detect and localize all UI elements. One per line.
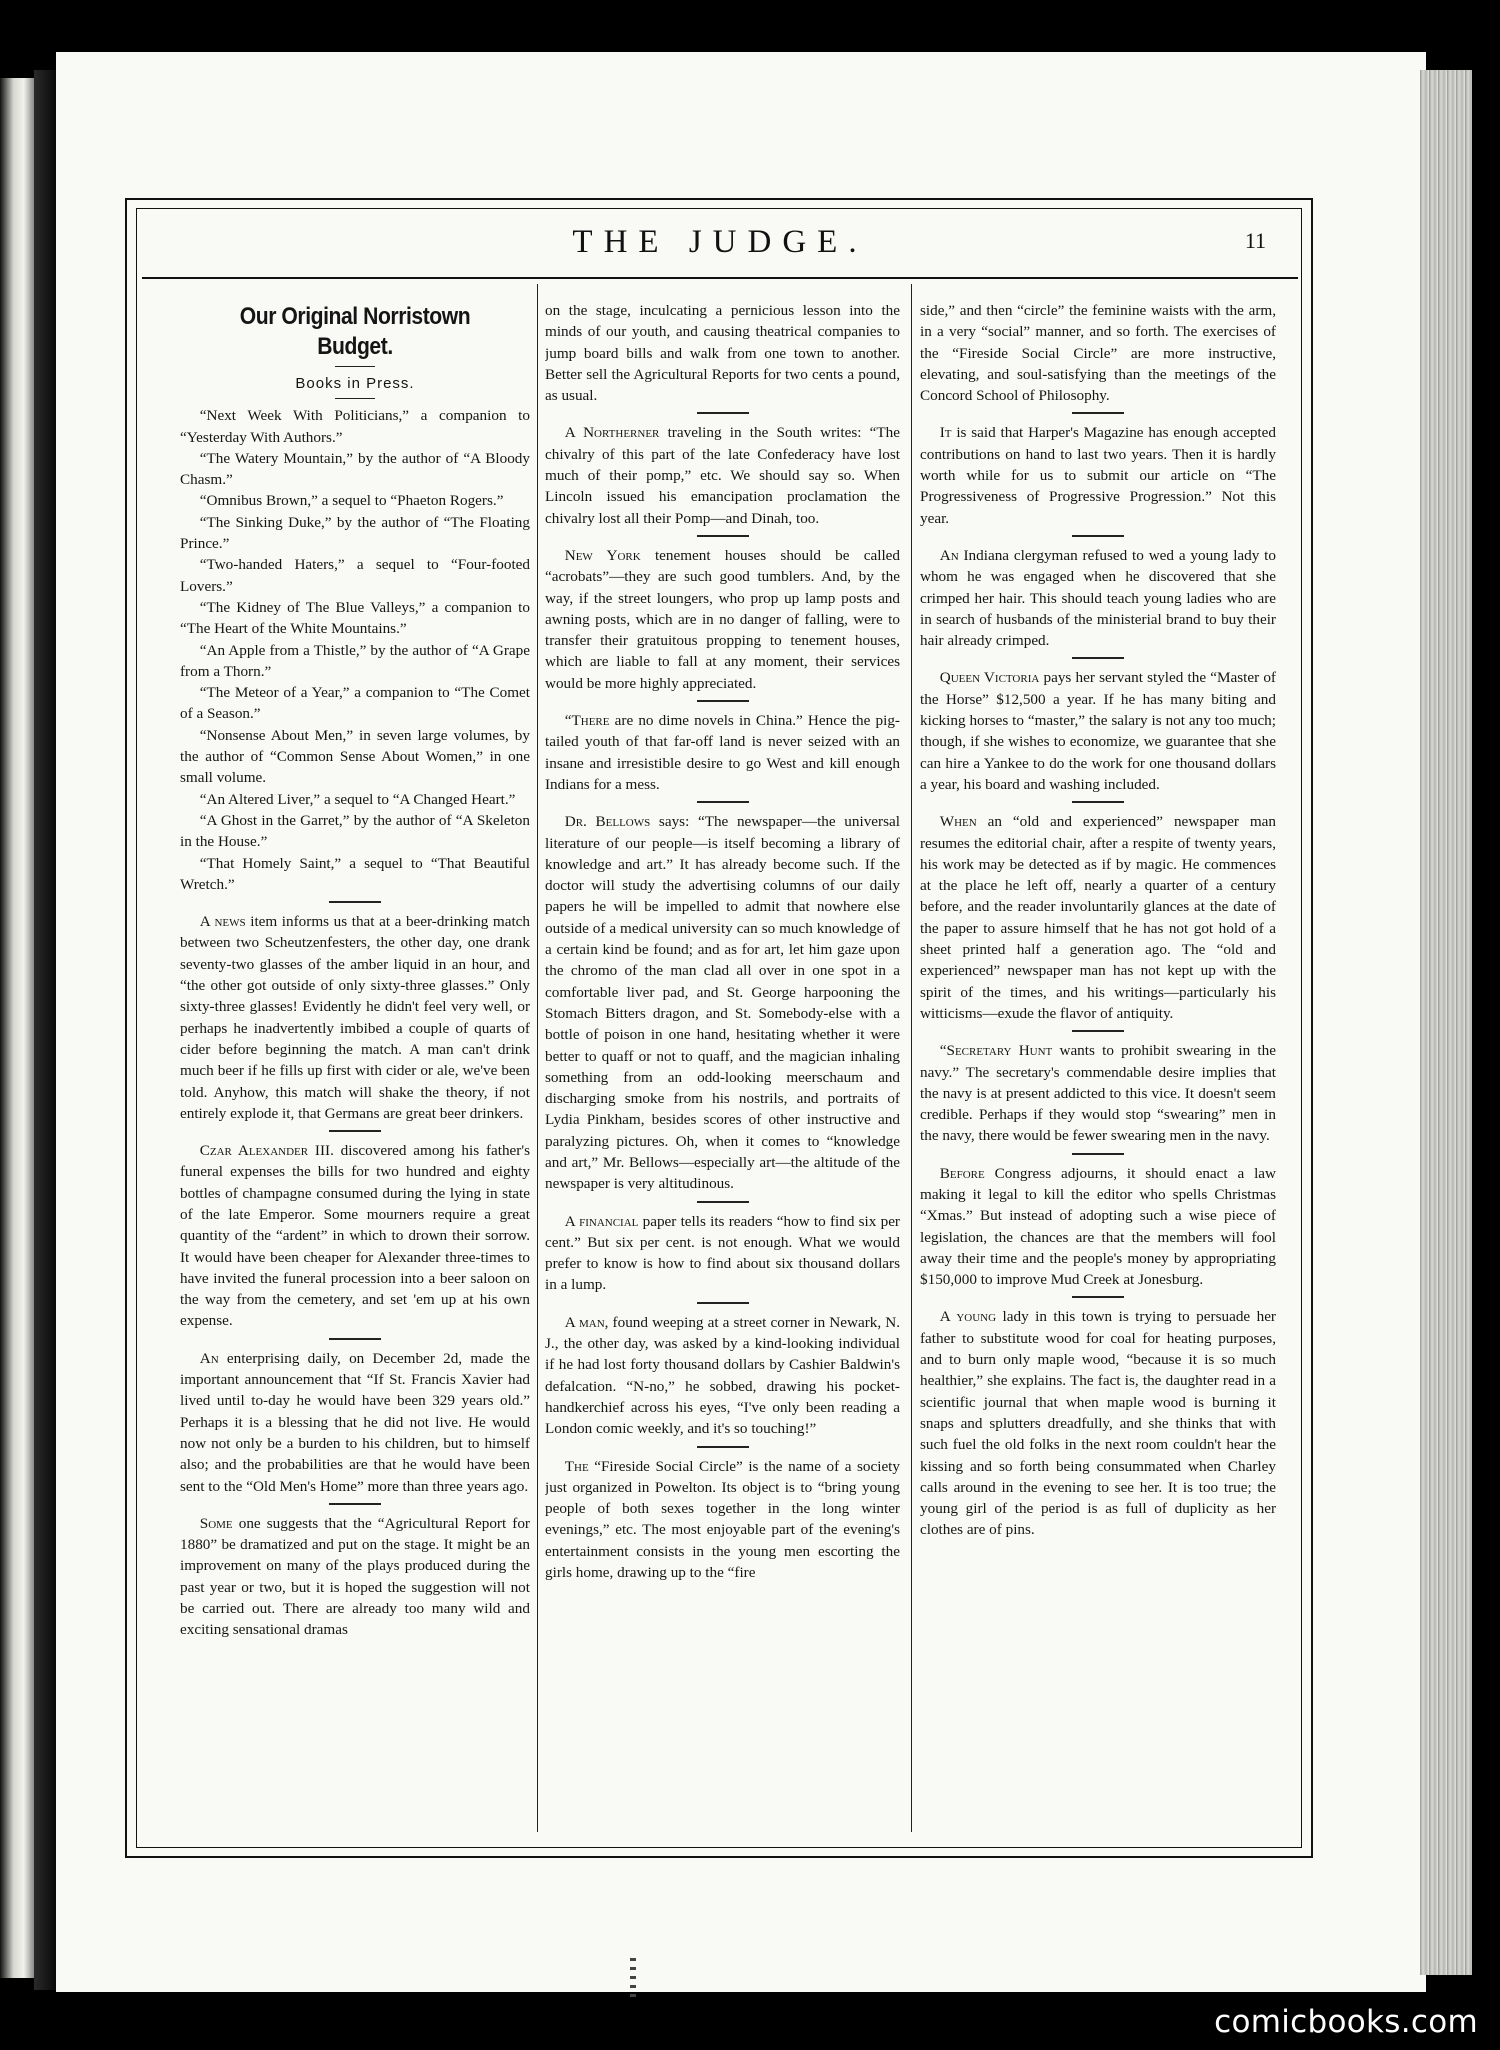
book-list-entry: “That Homely Saint,” a sequel to “That Beautiful Wretch.” — [180, 854, 530, 893]
article-rule — [329, 1338, 381, 1340]
heading-rule — [335, 366, 375, 367]
article-text: an “old and experienced” newspaper man resumes the editorial chair, after a respite of twenty years, his work may be detected as if by magic. He commences at the place he left off, nearly a quarter of a century before, and the reader involuntarily glances at the date of the paper to assure himself that he has not got hold of a sheet printed half a generation ago. The “old and experienced” newspaper man has not kept up with the spirit of the times, and his writings—particularly his witticisms—exude the flavor of antiquity. — [920, 813, 1276, 1022]
article-text: are no dime novels in China.” Hence the pig-tailed youth of that far-off land is never seized with an insane and irresistible desire to go West and kill enough Indians for a mess. — [545, 712, 900, 793]
article-text: “Fireside Social Circle” is the name of a society just organized in Powelton. Its object is to “bring young people of both sexes together in the long winter evenings,” etc. The most enjoyable part of the evening's entertainment consists in the young men escorting the girls home, drawing up to the “fire — [545, 1457, 900, 1582]
masthead-rule — [142, 277, 1298, 279]
book-spine — [34, 70, 56, 1990]
article-rule — [697, 1302, 749, 1304]
book-list-entry: “The Meteor of a Year,” a companion to “The Comet of a Season.” — [180, 684, 530, 723]
article-lead: The — [564, 1457, 589, 1475]
column-subheading: Books in Press. — [295, 375, 415, 392]
article-text: found weeping at a street corner in Newark, N. J., the other day, was asked by a kind-looking individual if he had lost forty thousand dollars by Cashier Baldwin's defalcation. “N-no,” he sobbed, drawing his pocket-handkerchief across his eyes, “I've only been reading a London comic weekly, and it's so touching!” — [545, 1313, 900, 1438]
book-list-entry: “The Sinking Duke,” by the author of “The Floating Prince.” — [180, 513, 530, 553]
article-paragraph — [920, 545, 1276, 651]
article-text: paper tells its readers “how to find six per cent.” But six per cent. is not enough. What we would prefer to know is how to find about six thousand dollars in a lump. — [545, 1212, 900, 1294]
article-paragraph — [180, 1513, 530, 1641]
article-rule — [697, 1201, 749, 1203]
page-stack-edge — [1420, 70, 1472, 1975]
book-list-entry: “Next Week With Politicians,” a companion to “Yesterday With Authors.” — [180, 407, 530, 446]
column-1 — [180, 300, 530, 1830]
article-list — [920, 300, 1276, 1541]
subheading-rule — [335, 398, 375, 399]
book-list-entry: “A Ghost in the Garret,” by the author of “A Skeleton in the House.” — [180, 811, 530, 851]
book-list-entry: “The Watery Mountain,” by the author of “A Bloody Chasm.” — [180, 449, 530, 489]
article-paragraph — [180, 1348, 530, 1497]
article-paragraph — [180, 1140, 530, 1332]
book-list — [180, 405, 530, 895]
article-lead: Queen Victoria — [939, 669, 1040, 687]
article-lead: Some — [199, 1514, 233, 1532]
article-text: Indiana clergyman refused to wed a young lady to whom he was engaged when he discovered that she crimped her hair. This should teach young ladies who are in search of husbands of the ministerial brand to buy their hair already crimped. — [920, 546, 1276, 650]
article-rule — [1072, 1153, 1124, 1155]
article-rule — [1072, 657, 1124, 659]
article-rule — [1072, 1030, 1124, 1032]
article-text: lady in this town is trying to persuade her father to substitute wood for coal for heating purposes, and to burn only maple wood, “because it is so much healthier,” she explains. The fact is, the daughter read in a scientific journal that when maple wood is burning it snaps and splutters dreadfully, and she thinks that with such fuel the old folks in the next room couldn't hear the kissing and so forth being consummated when Charley calls around in the evening to see her. It is too true; the young girl of the period is as full of duplicity as her clothes are of pins. — [920, 1308, 1276, 1539]
masthead — [140, 224, 1300, 270]
column-3 — [920, 300, 1276, 1830]
column-2 — [545, 300, 900, 1830]
book-list-entry: “Two-handed Haters,” a sequel to “Four-footed Lovers.” — [180, 556, 530, 595]
article-lead: A financial — [564, 1212, 639, 1230]
article-text: enterprising daily, on December 2d, made the important announcement that “If St. Francis Xavier had lived until to-day he would have been 329 years old.” Perhaps it is a blessing that he did not live. He would now not only be a burden to his children, but to himself also; and the probabilities are that he would have been sent to the “Old Men's Home” more than three years ago. — [180, 1349, 530, 1495]
section-rule — [329, 901, 381, 903]
article-paragraph — [180, 911, 530, 1124]
article-paragraph — [545, 422, 900, 528]
article-list — [180, 911, 530, 1641]
article-lead: An — [199, 1349, 219, 1367]
article-lead: When — [939, 813, 977, 831]
article-paragraph — [920, 1306, 1276, 1540]
page-number: 11 — [1244, 228, 1266, 253]
article-text: item informs us that at a beer-drinking match between two Scheutzenfesters, the other day, one drank seventy-two glasses of the amber liquid in an hour, and “the other got outside of only sixty-three glasses.” Only sixty-three glasses! Evidently he didn't feel very well, or perhaps he inadvertently imbibed a couple of quarts of cider before beginning the match. A man can't drink much beer if he fills up first with cider or ale, we've been told. Anyhow, this match will shake the theory, if not entirely explode it, that Germans are great beer drinkers. — [180, 913, 530, 1122]
article-paragraph — [920, 667, 1276, 795]
article-text: tenement houses should be called “acrobats”—they are such good tumblers. And, by the way, if the street loungers, who prop up lamp posts and awning posts, which are in no danger of falling, were to transfer their gratuitous propping to tenement houses, which are liable to fall at any moment, their services would be more highly appreciated. — [545, 546, 900, 692]
scan-specks — [630, 1958, 636, 1998]
article-text: says: “The newspaper—the universal literature of our people—is itself becoming a library of knowledge and art.” It has already become such. If the doctor will study the advertising columns of our daily papers he will be impelled to admit that nowhere else outside of a medical university can so much knowledge of a certain kind be found; and as for art, let him gaze upon the chromo of the man clad all over in one spot in a comfortable liver pad, and St. George harpooning the Stomach Bitters dragon, and St. Somebody-else with a bottle of poison in one hand, hesitating whether it were better to quaff or not to quaff, and the magician inhaling something from an odd-looking meerschaum and discharging smoke from his nostrils, and portraits of Lydia Pinkham, besides scores of other instructive and paralyzing pictures. Oh, when it comes to “knowledge and art,” Mr. Bellows—especially art—the altitude of the newspaper is very altitudinous. — [545, 813, 900, 1193]
article-paragraph — [545, 811, 900, 1194]
column-divider — [911, 284, 912, 1832]
article-lead: Before — [939, 1164, 985, 1182]
article-rule — [329, 1130, 381, 1132]
article-lead: A Northerner — [564, 424, 660, 442]
masthead-title: THE JUDGE. — [572, 224, 868, 260]
article-rule — [697, 1446, 749, 1448]
article-paragraph — [920, 1163, 1276, 1291]
article-lead: A man, — [564, 1313, 609, 1331]
article-lead: It — [939, 424, 952, 442]
article-paragraph — [545, 300, 900, 406]
article-lead: Czar Alexander — [199, 1142, 309, 1160]
article-text: III. discovered among his father's funeral expenses the bills for two hundred and eighty bottles of champagne consumed during the lying in state of the late Emperor. Some mourners require a great quantity of the “ardent” in which to drown their sorrow. It would have been cheaper for Alexander three-times to have invited the funeral procession into a beer saloon on the way from the cemetery, and set 'em up at his own expense. — [180, 1142, 530, 1330]
article-lead: A young — [939, 1308, 997, 1326]
article-text: traveling in the South writes: “The chivalry of this part of the late Confederacy have lost much of their pomp,” etc. We should say so. When Lincoln issued his emancipation proclamation the chivalry lost all their Pomp—and Dinah, too. — [545, 424, 900, 527]
article-rule — [697, 801, 749, 803]
watermark: comicbooks.com — [1214, 2004, 1478, 2040]
column-divider — [537, 284, 538, 1832]
book-list-entry: “Omnibus Brown,” a sequel to “Phaeton Rogers.” — [199, 492, 504, 510]
article-paragraph — [920, 422, 1276, 528]
article-lead: Dr. Bellows — [564, 813, 651, 831]
article-text: side,” and then “circle” the feminine waists with the arm, in a very “social” manner, and so forth. The exercises of the “Fireside Social Circle” are more instructive, elevating, and soul-satisfying than the meetings of the Concord School of Philosophy. — [920, 302, 1276, 405]
article-paragraph — [545, 710, 900, 795]
facing-page-edge — [0, 78, 34, 1978]
article-paragraph — [545, 1456, 900, 1584]
article-text: pays her servant styled the “Master of the Horse” $12,500 a year. If he has many biting and kicking horses to “master,” the salary is not any too much; though, if she wishes to economize, we guarantee that she can hire a Yankee to do the work for one thousand dollars a year, his board and washing included. — [920, 669, 1276, 793]
column-heading: Our Original Norristown Budget. — [239, 303, 471, 360]
article-lead: “There — [564, 712, 610, 730]
book-list-entry: “Nonsense About Men,” in seven large volumes, by the author of “Common Sense About Women,” in one small volume. — [180, 726, 530, 787]
book-list-entry: “An Altered Liver,” a sequel to “A Changed Heart.” — [199, 790, 516, 808]
article-list — [545, 300, 900, 1583]
article-text: on the stage, inculcating a pernicious lesson into the minds of our youth, and causing theatrical companies to jump board bills and walk from one town to another. Better sell the Agricultural Reports for two cents a pound, as usual. — [545, 302, 900, 405]
article-lead: A news — [199, 913, 246, 931]
article-paragraph — [920, 811, 1276, 1024]
article-paragraph — [545, 545, 900, 694]
article-rule — [329, 1503, 381, 1505]
article-rule — [1072, 1296, 1124, 1298]
article-lead: New York — [564, 546, 641, 564]
article-paragraph — [920, 1040, 1276, 1146]
article-rule — [1072, 412, 1124, 414]
book-list-entry: “The Kidney of The Blue Valleys,” a companion to “The Heart of the White Mountains.” — [180, 598, 530, 638]
article-lead: “Secretary Hunt — [939, 1042, 1053, 1060]
article-text: is said that Harper's Magazine has enough accepted contributions on hand to last two years. Then it is hardly worth while for us to submit our article on “The Progressiveness of Progressive Progression.” Not this year. — [920, 424, 1276, 527]
article-rule — [1072, 535, 1124, 537]
article-rule — [697, 700, 749, 702]
article-paragraph — [920, 300, 1276, 406]
article-text: wants to prohibit swearing in the navy.” The secretary's commendable desire implies that the navy is at present addicted to this vice. It doesn't seem credible. Perhaps if they would stop “swearing” men in the navy, there would be fewer swearing men in the navy. — [920, 1042, 1276, 1145]
article-text: one suggests that the “Agricultural Report for 1880” be dramatized and put on the stage. It might be an improvement on many of the plays produced during the past year or two, but it is hoped the suggestion will not be carried out. There are already too many wild and exciting sensational dramas — [180, 1514, 530, 1639]
article-rule — [697, 412, 749, 414]
article-rule — [697, 535, 749, 537]
article-rule — [1072, 801, 1124, 803]
article-paragraph — [545, 1312, 900, 1440]
article-lead: An — [939, 546, 959, 564]
article-text: Congress adjourns, it should enact a law making it legal to kill the editor who spells Christmas “Xmas.” But instead of adopting such a wise piece of legislation, the chances are that the members will fool away their time and the people's money by appropriating $150,000 to improve Mud Creek at Jonesburg. — [920, 1164, 1276, 1289]
article-paragraph — [545, 1211, 900, 1296]
book-list-entry: “An Apple from a Thistle,” by the author of “A Grape from a Thorn.” — [180, 641, 530, 680]
